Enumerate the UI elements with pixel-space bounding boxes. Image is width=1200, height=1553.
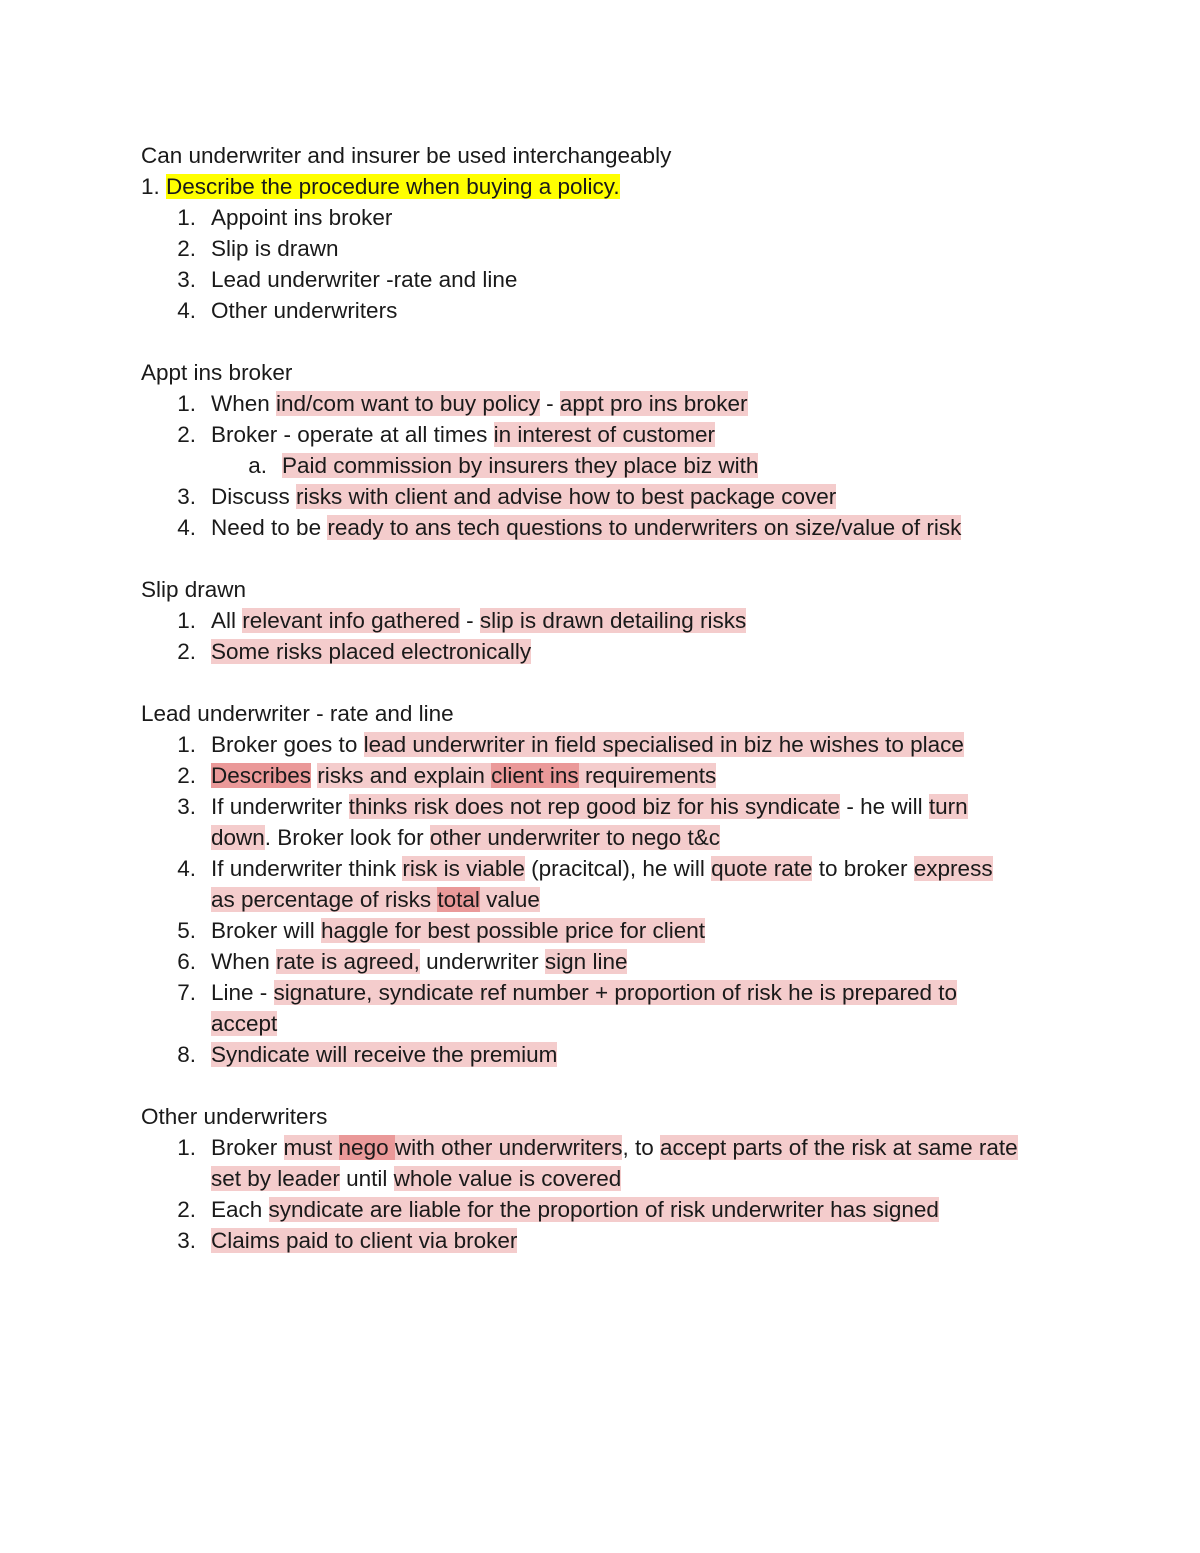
list-item	[211, 760, 716, 791]
list-item	[211, 264, 517, 295]
highlighted-text: risks and explain	[317, 763, 492, 788]
highlighted-text: ready to ans tech questions to underwriters on size/value of risk	[327, 515, 962, 540]
list-item	[211, 1039, 557, 1070]
list-marker: 3.	[177, 267, 196, 292]
list-marker: a.	[248, 453, 267, 478]
highlighted-text: lead underwriter in field specialised in biz he wishes to place	[363, 732, 964, 757]
highlighted-text: as percentage of risks	[211, 887, 438, 912]
list-item	[211, 512, 961, 543]
list-marker: 2.	[177, 763, 196, 788]
highlighted-text: accept parts of the risk at same rate	[659, 1135, 1018, 1160]
text-run: Discuss	[211, 484, 297, 509]
highlighted-text: total	[437, 887, 480, 912]
text-run: Can underwriter and insurer be used interchangeably	[141, 143, 672, 168]
text-run: Appoint ins broker	[211, 205, 393, 230]
text-run: 1.	[141, 174, 167, 199]
text-run: Slip is drawn	[211, 236, 339, 261]
text-run: Line -	[211, 980, 274, 1005]
highlighted-text: client ins	[491, 763, 579, 788]
highlighted-text: syndicate are liable for the proportion of risk underwriter has signed	[268, 1197, 939, 1222]
text-run: (pracitcal), he will	[524, 856, 712, 881]
list-item	[211, 419, 715, 450]
text-run: . Broker look for	[264, 825, 430, 850]
heading-line	[141, 1101, 327, 1132]
list-item-continuation	[211, 822, 720, 853]
list-marker: 2.	[177, 1197, 196, 1222]
highlighted-text: rate is agreed,	[276, 949, 420, 974]
highlighted-text: in interest of customer	[493, 422, 715, 447]
list-marker: 1.	[177, 608, 196, 633]
text-run: Broker - operate at all times	[211, 422, 494, 447]
text-run: Other underwriters	[141, 1104, 328, 1129]
list-item	[211, 1225, 517, 1256]
list-item	[211, 202, 392, 233]
heading-line	[141, 698, 454, 729]
list-item-continuation	[211, 1163, 621, 1194]
text-run: Slip drawn	[141, 577, 247, 602]
text-run: , to	[622, 1135, 660, 1160]
highlighted-text: signature, syndicate ref number + proportion of risk he is prepared to	[273, 980, 958, 1005]
highlighted-text: Describe the procedure when buying a policy.	[166, 174, 620, 199]
highlighted-text: Syndicate will receive the premium	[211, 1042, 558, 1067]
list-item-continuation	[211, 884, 540, 915]
heading-line	[141, 574, 246, 605]
highlighted-text: sign line	[544, 949, 628, 974]
highlighted-text: requirements	[578, 763, 717, 788]
list-marker: 8.	[177, 1042, 196, 1067]
list-item	[211, 233, 339, 264]
highlighted-text: with other underwriters	[394, 1135, 623, 1160]
highlighted-text: appt pro ins broker	[559, 391, 748, 416]
highlighted-text: Some risks placed electronically	[211, 639, 532, 664]
list-item	[211, 729, 964, 760]
list-marker: 5.	[177, 918, 196, 943]
text-run: Need to be	[211, 515, 328, 540]
list-item	[211, 636, 531, 667]
text-run: Appt ins broker	[141, 360, 293, 385]
list-marker: 4.	[177, 298, 196, 323]
list-marker: 1.	[177, 732, 196, 757]
list-item	[211, 1132, 1018, 1163]
highlighted-text: Claims paid to client via broker	[211, 1228, 518, 1253]
list-marker: 3.	[177, 1228, 196, 1253]
text-run: Lead underwriter - rate and line	[141, 701, 454, 726]
list-item	[211, 481, 836, 512]
highlighted-text: accept	[211, 1011, 278, 1036]
highlighted-text: risks with client and advise how to best package cover	[296, 484, 837, 509]
list-marker: 2.	[177, 639, 196, 664]
text-run: If underwriter think	[211, 856, 403, 881]
heading-line	[141, 357, 292, 388]
list-marker: 1.	[177, 391, 196, 416]
text-run: Broker goes to	[211, 732, 364, 757]
highlighted-text: quote rate	[711, 856, 813, 881]
highlighted-text: relevant info gathered	[242, 608, 460, 633]
highlighted-text: ind/com want to buy policy	[276, 391, 540, 416]
highlighted-text: haggle for best possible price for client	[321, 918, 705, 943]
list-item	[211, 1194, 939, 1225]
text-run: If underwriter	[211, 794, 349, 819]
text-run: underwriter	[419, 949, 545, 974]
list-item	[211, 791, 968, 822]
heading-line	[141, 171, 620, 202]
list-item	[211, 853, 993, 884]
list-marker: 4.	[177, 856, 196, 881]
highlighted-text: risk is viable	[402, 856, 525, 881]
list-item	[282, 450, 758, 481]
text-run: When	[211, 949, 277, 974]
list-item	[211, 946, 627, 977]
list-marker: 3.	[177, 484, 196, 509]
highlighted-text: down	[211, 825, 265, 850]
list-item	[211, 915, 705, 946]
highlighted-text: set by leader	[211, 1166, 340, 1191]
text-run: to broker	[812, 856, 914, 881]
text-run: All	[211, 608, 243, 633]
text-run: -	[539, 391, 560, 416]
highlighted-text: must	[283, 1135, 339, 1160]
text-run: until	[339, 1166, 394, 1191]
list-marker: 1.	[177, 205, 196, 230]
heading-line	[141, 140, 671, 171]
text-run: - he will	[840, 794, 929, 819]
text-run: When	[211, 391, 277, 416]
highlighted-text: whole value is covered	[393, 1166, 622, 1191]
list-marker: 3.	[177, 794, 196, 819]
highlighted-text: nego	[338, 1135, 395, 1160]
highlighted-text: value	[479, 887, 540, 912]
list-item	[211, 388, 748, 419]
text-run: -	[459, 608, 480, 633]
highlighted-text: express	[913, 856, 993, 881]
list-item	[211, 977, 957, 1008]
list-item-continuation	[211, 1008, 277, 1039]
list-marker: 1.	[177, 1135, 196, 1160]
highlighted-text: other underwriter to nego t&c	[429, 825, 721, 850]
list-item	[211, 605, 746, 636]
text-run: Each	[211, 1197, 269, 1222]
text-run: Broker will	[211, 918, 322, 943]
highlighted-text: Describes	[211, 763, 312, 788]
list-marker: 2.	[177, 236, 196, 261]
highlighted-text: thinks risk does not rep good biz for his syndicate	[348, 794, 841, 819]
list-marker: 6.	[177, 949, 196, 974]
highlighted-text: Paid commission by insurers they place biz with	[282, 453, 759, 478]
text-run: Other underwriters	[211, 298, 398, 323]
highlighted-text: turn	[928, 794, 968, 819]
list-marker: 2.	[177, 422, 196, 447]
text-run: Lead underwriter -rate and line	[211, 267, 518, 292]
list-marker: 7.	[177, 980, 196, 1005]
text-run: Broker	[211, 1135, 284, 1160]
list-marker: 4.	[177, 515, 196, 540]
list-item	[211, 295, 397, 326]
highlighted-text: slip is drawn detailing risks	[479, 608, 747, 633]
